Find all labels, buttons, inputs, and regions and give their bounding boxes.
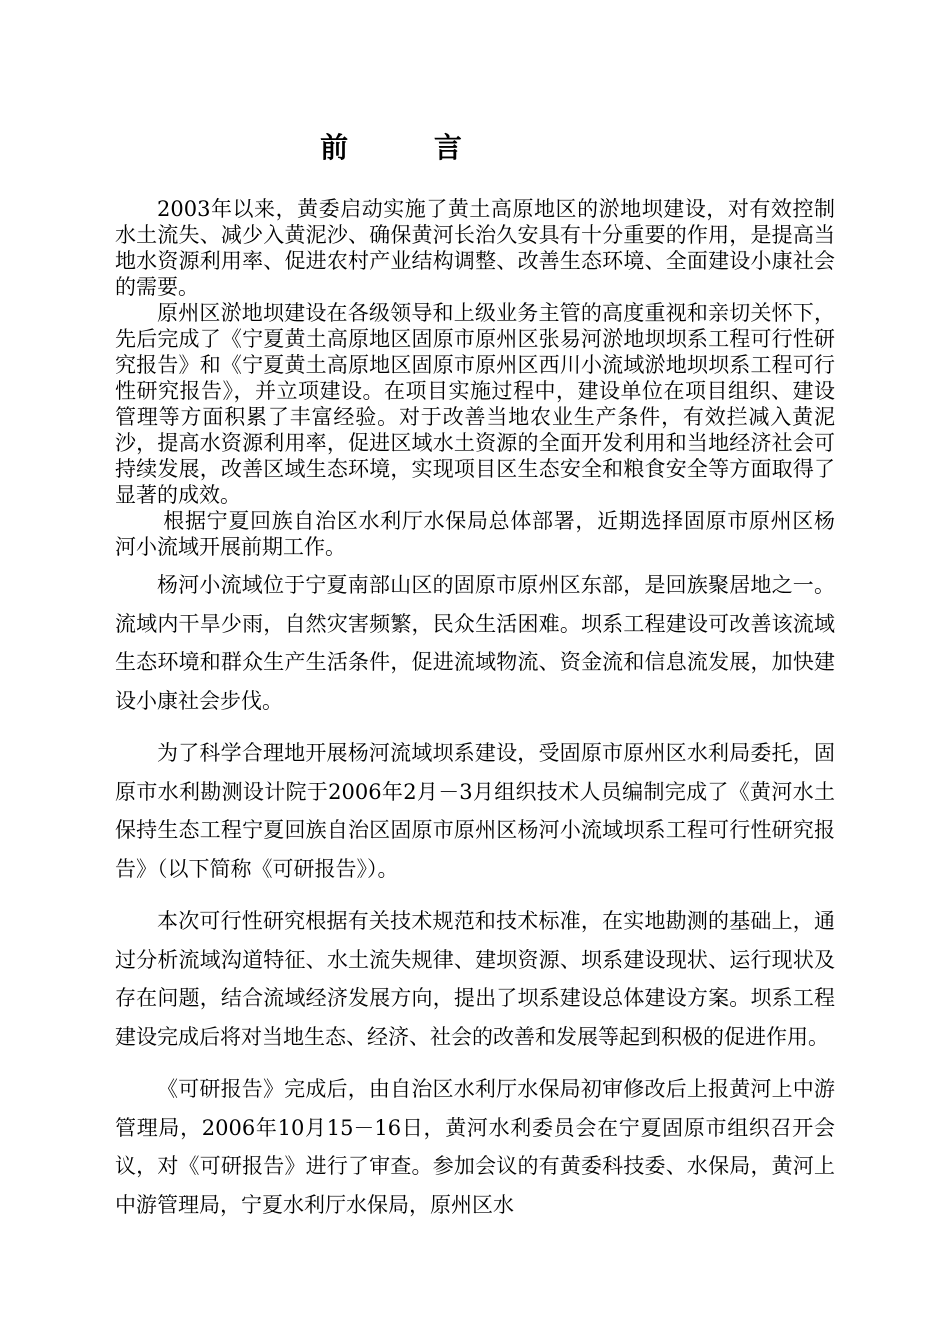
paragraph-3: 根据宁夏回族自治区水利厅水保局总体部署，近期选择固原市原州区杨河小流域开展前期工作。: [115, 509, 835, 559]
paragraph-2: 原州区淤地坝建设在各级领导和上级业务主管的高度重视和亲切关怀下，先后完成了《宁夏黄土高原地区固原市原州区张易河淤地坝坝系工程可行性研究报告》和《宁夏黄土高原地区固原市原州区西川小流域淤地坝坝系工程可行性研究报告》，并立项建设。在项目实施过程中，建设单位在项目组织、建设管理等方面积累了丰富经验。对于改善当地农业生产条件，有效拦减入黄泥沙，提高水资源利用率，促进区域水土资源的全面开发利用和当地经济社会可持续发展，改善区域生态环境，实现项目区生态安全和粮食安全等方面取得了显著的成效。: [115, 301, 835, 507]
paragraph-1: 2003年以来，黄委启动实施了黄土高原地区的淤地坝建设，对有效控制水土流失、减少入黄泥沙、确保黄河长治久安具有十分重要的作用，是提高当地水资源利用率、促进农村产业结构调整、改善生态环境、全面建设小康社会的需要。: [115, 197, 835, 299]
paragraph-4: 杨河小流域位于宁夏南部山区的固原市原州区东部，是回族聚居地之一。流域内干旱少雨，自然灾害频繁，民众生活困难。坝系工程建设可改善该流域生态环境和群众生产生活条件，促进流域物流、资金流和信息流发展，加快建设小康社会步伐。: [115, 573, 835, 713]
page-title: 前 言: [320, 131, 500, 164]
paragraph-7: 《可研报告》完成后，由自治区水利厅水保局初审修改后上报黄河上中游管理局，2006年10月15－16日，黄河水利委员会在宁夏固原市组织召开会议，对《可研报告》进行了审查。参加会议的有黄委科技委、水保局，黄河上中游管理局，宁夏水利厅水保局，原州区水: [115, 1077, 835, 1217]
body-section-spaced: [115, 566, 835, 1224]
body-section-compact: [115, 196, 835, 560]
paragraph-6: 本次可行性研究根据有关技术规范和技术标准，在实地勘测的基础上，通过分析流域沟道特征、水土流失规律、建坝资源、坝系建设现状、运行现状及存在问题，结合流域经济发展方向，提出了坝系建设总体建设方案。坝系工程建设完成后将对当地生态、经济、社会的改善和发展等起到积极的促进作用。: [115, 909, 835, 1049]
paragraph-5: 为了科学合理地开展杨河流域坝系建设，受固原市原州区水利局委托，固原市水利勘测设计院于2006年2月－3月组织技术人员编制完成了《黄河水土保持生态工程宁夏回族自治区固原市原州区杨河小流域坝系工程可行性研究报告》（以下简称《可研报告》）。: [115, 741, 835, 881]
